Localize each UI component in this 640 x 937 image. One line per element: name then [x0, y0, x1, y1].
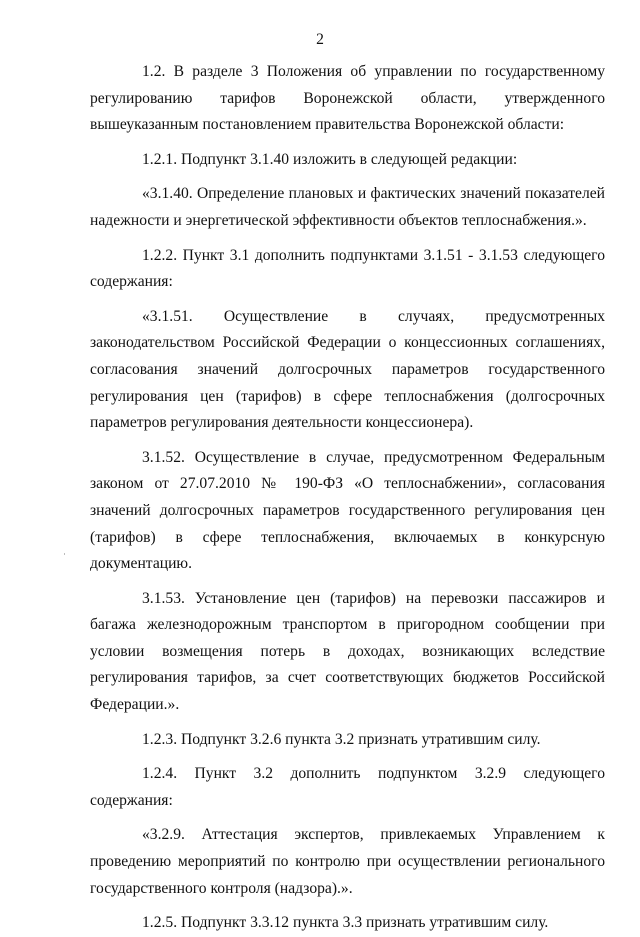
paragraph-1-2: 1.2. В разделе 3 Положения об управлении по государственному регулированию тарифов Воронежской области, утвержденного вышеуказанным постановлением правительства Воронежской области: [90, 63, 605, 134]
paragraph-3-1-53: 3.1.53. Установление цен (тарифов) на перевозки пассажиров и багажа железнодорожным транспортом в пригородном сообщении при условии возмещения потерь в доходах, возникающих вследствие регулирования тарифов, за счет соответствующих бюджетов Российской Федерации.». [90, 589, 605, 714]
paragraph-1-2-2: 1.2.2. Пункт 3.1 дополнить подпунктами 3.1.51 - 3.1.53 следующего содержания: [90, 246, 605, 291]
paragraph-3-2-9: «3.2.9. Аттестация экспертов, привлекаемых Управлением к проведению мероприятий по контролю при осуществлении регионального государственного контроля (надзора).». [90, 826, 605, 897]
scan-artifact-mark [64, 553, 65, 555]
paragraph-3-1-40: «3.1.40. Определение плановых и фактических значений показателей надежности и энергетической эффективности объектов теплоснабжения.». [90, 185, 605, 229]
paragraph-1-2-3: 1.2.3. Подпункт 3.2.6 пункта 3.2 признать утратившим силу. [142, 730, 541, 748]
page-number: 2 [316, 31, 324, 48]
paragraph-3-1-52: 3.1.52. Осуществление в случае, предусмотренном Федеральным законом от 27.07.2010 № 190-ФЗ «О теплоснабжении», согласования значений долгосрочных параметров государственного регулирования цен (тарифов) в сфере теплоснабжения, включаемых в конкурсную документацию. [90, 448, 605, 573]
paragraph-1-2-4: 1.2.4. Пункт 3.2 дополнить подпунктом 3.2.9 следующего содержания: [90, 765, 605, 809]
paragraph-1-2-1: 1.2.1. Подпункт 3.1.40 изложить в следующей редакции: [142, 150, 518, 168]
document-body [90, 59, 605, 937]
paragraph-1-2-5: 1.2.5. Подпункт 3.3.12 пункта 3.3 признать утратившим силу. [142, 914, 549, 932]
paragraph-3-1-51: «3.1.51. Осуществление в случаях, предусмотренных законодательством Российской Федерации о концессионных соглашениях, согласования значений долгосрочных параметров государственного регулирования цен (тарифов) в сфере теплоснабжения (долгосрочных параметров регулирования деятельности концессионера). [90, 307, 605, 432]
